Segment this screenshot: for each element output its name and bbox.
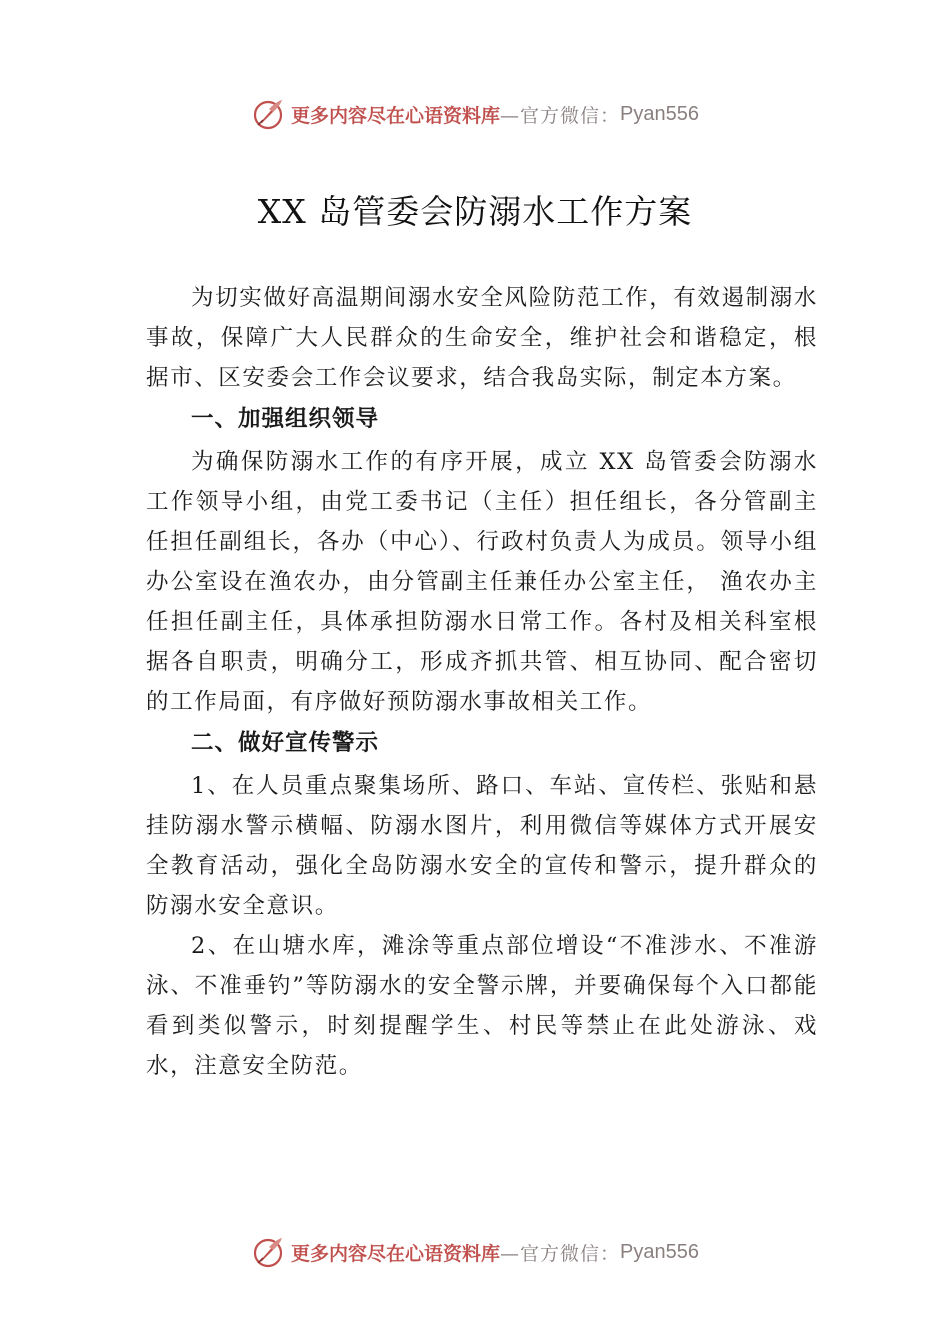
header-banner	[0, 94, 950, 134]
quill-pen-logo-icon	[251, 1235, 285, 1269]
section-2-heading: 二、做好宣传警示	[191, 730, 380, 756]
banner-wechat-label: —官方微信：	[500, 1242, 621, 1265]
banner-wechat-label: —官方微信：	[500, 104, 621, 127]
intro-paragraph: 为切实做好高温期间溺水安全风险防范工作，有效遏制溺水事故，保障广大人民群众的生命安全，维护社会和谐稳定，根据市、区安委会工作会议要求，结合我岛实际，制定本方案。	[146, 285, 818, 391]
footer-banner	[0, 1232, 950, 1272]
document-title: XX 岛管委会防溺水工作方案	[257, 192, 693, 231]
banner-slogan: 更多内容尽在心语资料库	[291, 104, 501, 127]
section-1-heading: 一、加强组织领导	[191, 406, 380, 432]
section-2-item-2: 2、在山塘水库，滩涂等重点部位增设“不准涉水、不准游泳、不准垂钓”等防溺水的安全警示牌，并要确保每个入口都能看到类似警示，时刻提醒学生、村民等禁止在此处游泳、戏水，注意安全防范。	[146, 933, 818, 1079]
banner-slogan: 更多内容尽在心语资料库	[291, 1242, 501, 1265]
section-2-item-1: 1、在人员重点聚集场所、路口、车站、宣传栏、张贴和悬挂防溺水警示横幅、防溺水图片，利用微信等媒体方式开展安全教育活动，强化全岛防溺水安全的宣传和警示，提升群众的防溺水安全意识。	[146, 773, 818, 919]
document-body	[146, 278, 818, 1086]
section-1-paragraph: 为确保防溺水工作的有序开展，成立 XX 岛管委会防溺水工作领导小组，由党工委书记（主任）担任组长，各分管副主任担任副组长，各办（中心）、行政村负责人为成员。领导小组办公室设在渔农办，由分管副主任兼任办公室主任， 渔农办主任担任副主任，具体承担防溺水日常工作。各村及相关科室根据各自职责，明确分工，形成齐抓共管、相互协同、配合密切的工作局面，有序做好预防溺水事故相关工作。	[146, 449, 818, 715]
banner-wechat-id: Pyan556	[620, 1240, 699, 1263]
quill-pen-logo-icon	[251, 97, 285, 131]
banner-wechat-id: Pyan556	[620, 102, 699, 125]
